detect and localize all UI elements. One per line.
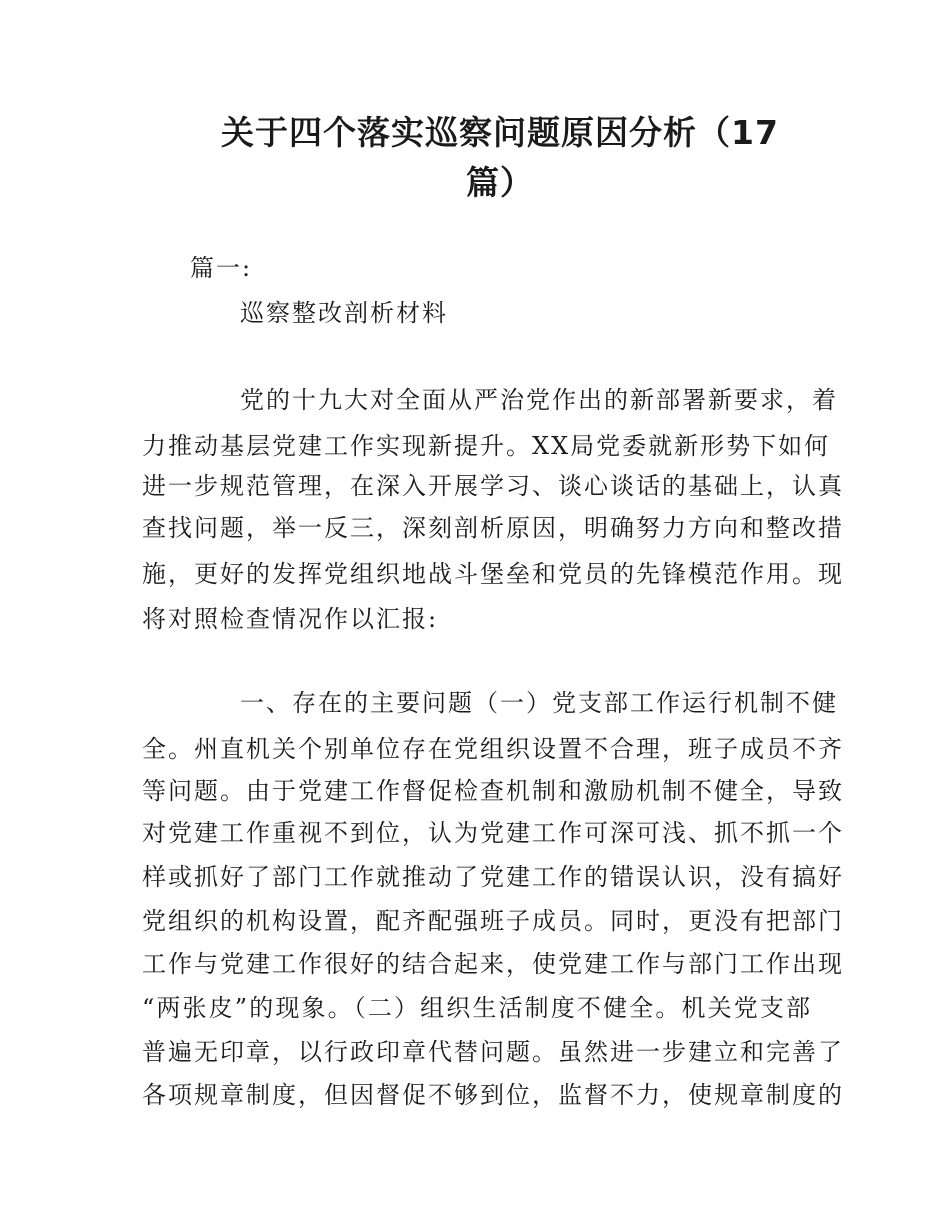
section-subtitle: 巡察整改剖析材料 [240,299,448,327]
title-line-2: 篇） [466,163,534,202]
paragraph-1-line-5: 施，更好的发挥党组织地战斗堡垒和党员的先锋模范作用。现 [142,560,844,588]
paragraph-1-line-2: 力推动基层党建工作实现新提升。XX局党委就新形势下如何 [142,432,831,460]
title-line-1: 关于四个落实巡察问题原因分析（17 [221,113,779,152]
paragraph-2-line-10: 各项规章制度，但因督促不够到位，监督不力，使规章制度的 [142,1081,844,1109]
paragraph-2-line-4: 对党建工作重视不到位，认为党建工作可深可浅、抓不抓一个 [142,819,844,847]
paragraph-1-line-3: 进一步规范管理，在深入开展学习、谈心谈话的基础上，认真 [142,472,844,500]
paragraph-2-line-7: 工作与党建工作很好的结合起来，使党建工作与部门工作出现 [142,950,844,978]
section-label: 篇一: [190,254,253,282]
paragraph-1-line-6: 将对照检查情况作以汇报: [142,605,439,633]
document-title [180,108,820,208]
paragraph-2-line-1: 一、存在的主要问题（一）党支部工作运行机制不健 [240,689,838,717]
paragraph-2-line-8: “两张皮”的现象。（二）组织生活制度不健全。机关党支部 [142,994,812,1022]
paragraph-1-line-4: 查找问题，举一反三，深刻剖析原因，明确努力方向和整改措 [142,514,844,542]
paragraph-2-line-5: 样或抓好了部门工作就推动了党建工作的错误认识，没有搞好 [142,863,844,891]
paragraph-2-line-6: 党组织的机构设置，配齐配强班子成员。同时，更没有把部门 [142,907,844,935]
paragraph-1-line-1: 党的十九大对全面从严治党作出的新部署新要求，着 [240,386,838,414]
paragraph-2-line-9: 普遍无印章，以行政印章代替问题。虽然进一步建立和完善了 [142,1038,844,1066]
paragraph-2-line-3: 等问题。由于党建工作督促检查机制和激励机制不健全，导致 [142,777,844,805]
paragraph-2-line-2: 全。州直机关个别单位存在党组织设置不合理，班子成员不齐 [142,735,844,763]
